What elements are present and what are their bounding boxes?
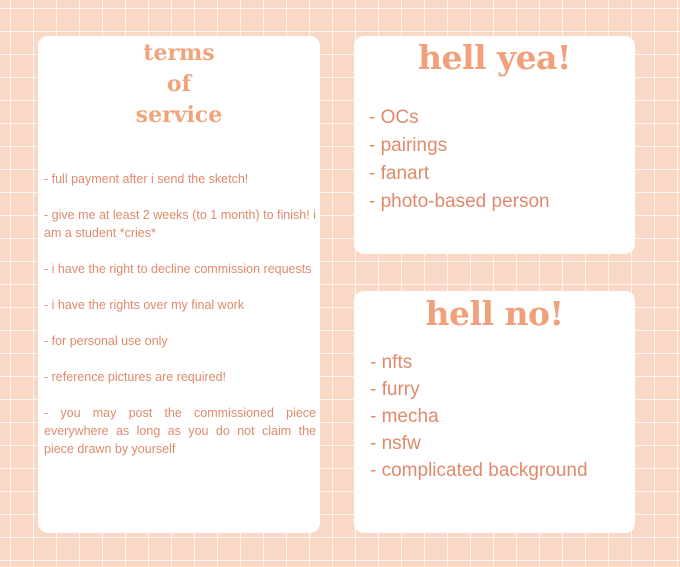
- terms-item: - i have the right to decline commission requests: [44, 262, 312, 276]
- terms-item: - give me at least 2 weeks (to 1 month) to finish! i am a student *cries*: [44, 208, 316, 240]
- hell-yea-item: - OCs: [369, 107, 419, 128]
- terms-item: - full payment after i send the sketch!: [44, 172, 249, 186]
- terms-of-service-card: [38, 36, 320, 533]
- terms-title: [42, 38, 316, 131]
- hell-no-item: - mecha: [370, 406, 439, 427]
- hell-yea-list: [369, 104, 550, 216]
- terms-item: - reference pictures are required!: [44, 370, 227, 384]
- hell-no-item: - complicated background: [370, 460, 588, 481]
- hell-no-list: [370, 349, 588, 484]
- hell-yea-title: hell yea!: [417, 38, 572, 77]
- hell-no-item: - nsfw: [370, 433, 421, 454]
- hell-yea-item: - fanart: [369, 163, 430, 184]
- terms-item: - you may post the commissioned piece everywhere as long as you do not claim the piece drawn by yourself: [44, 406, 316, 456]
- terms-title-line: of: [166, 71, 192, 97]
- terms-title-line: service: [135, 102, 223, 128]
- terms-title-line: terms: [143, 40, 215, 66]
- hell-no-item: - nfts: [370, 352, 413, 373]
- hell-no-item: - furry: [370, 379, 420, 400]
- hell-no-title: hell no!: [425, 294, 564, 333]
- hell-yea-card: [354, 36, 635, 254]
- hell-no-card: [354, 291, 635, 533]
- hell-yea-item: - photo-based person: [369, 191, 550, 212]
- terms-list: [44, 170, 316, 476]
- terms-item: - i have the rights over my final work: [44, 298, 245, 312]
- hell-yea-item: - pairings: [369, 135, 448, 156]
- terms-item: - for personal use only: [44, 334, 168, 348]
